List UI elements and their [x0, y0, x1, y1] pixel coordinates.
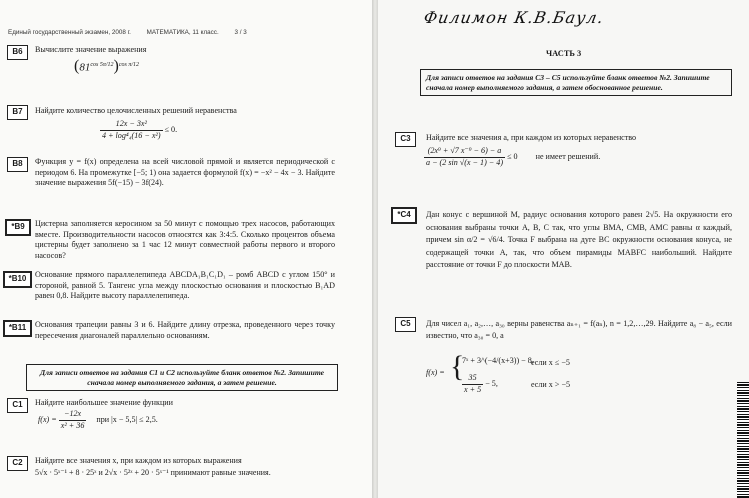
fraction-denominator: x² + 36 — [60, 420, 85, 430]
case-tail: − 5, — [485, 378, 498, 388]
task-text: Найдите все значения a, при каждом из которых неравенство — [426, 133, 637, 142]
task-text: Цистерна заполняется керосином за 50 минут с помощью трех насосов, работающих вместе. Производительности насосов относятся как 3:4:5. Сколько процентов объема цистерны будет заполнено за 1 час 12 минут совместной работы первого и второго насосов? — [35, 219, 335, 260]
c5-condition-2: если x > −5 — [531, 380, 571, 389]
task-text: Основания трапеции равны 3 и 6. Найдите длину отрезка, проведенного через точку пересечения диагоналей параллельно основаниям. — [35, 320, 335, 340]
task-text: Найдите количество целочисленных решений неравенства — [35, 106, 237, 115]
task-label: C1 — [7, 398, 28, 413]
task-text: Найдите наибольшее значение функции — [35, 398, 173, 407]
c3-formula — [424, 146, 600, 168]
task-text: Вычислите значение выражения — [35, 45, 147, 54]
fraction-numerator: −12x — [59, 409, 87, 421]
barcode-image — [737, 382, 749, 498]
task-label: C5 — [395, 317, 416, 332]
task-label: *C4 — [391, 207, 417, 224]
task-label: *B9 — [5, 219, 31, 236]
fraction-numerator: 12x − 3x² — [100, 119, 163, 131]
subject-title: МАТЕМАТИКА, 11 класс. — [146, 29, 219, 36]
c5-case-2 — [462, 373, 498, 395]
task-text: Основание прямого параллелепипеда ABCDA₁B₁C₁D₁ – ромб ABCD с углом 150° и стороной, равной 5. Тангенс угла между плоскостью основания и плоскостью B₁AD равен 0,8. Найдите высоту параллелепипеда. — [35, 270, 335, 301]
fraction-denominator: 4 + log⁴₄(16 − x²) — [102, 130, 161, 140]
instruction-box: Для записи ответов на задания С3 – С5 используйте бланк ответов №2. Запишите сначала номер выполняемого задания, а затем обоснованное решение. — [420, 69, 732, 96]
b7-formula — [100, 119, 177, 141]
task-label: *B11 — [3, 320, 32, 337]
task-label: B6 — [7, 45, 28, 60]
piecewise-brace: { — [450, 350, 465, 383]
handwritten-signature: Филимон К.В.Баул. — [422, 8, 606, 27]
page-header — [8, 29, 261, 36]
fraction-numerator: (2x⁹ + √7 x⁻⁹ − 6) − a — [424, 146, 505, 158]
task-text: Для чисел a₁, a₂,…, a₃₀ верны равенства aₙ₊₁ = f(aₙ), n = 1,2,…,29. Найдите a₈ − a₅, если известно, что a₃₀ = 0, а — [426, 319, 732, 341]
c5-condition-1: если x ≤ −5 — [531, 358, 570, 367]
instruction-box: Для записи ответов на задания С1 и С2 используйте бланк ответов №2. Запишите сначала номер выполняемого задания, а затем решение. — [26, 364, 338, 391]
part-title: ЧАСТЬ 3 — [546, 49, 582, 58]
task-label: B8 — [7, 157, 28, 172]
c5-formula-name: f(x) = — [426, 368, 445, 377]
task-text: Найдите все значения x, при каждом из которых выражения — [35, 456, 242, 465]
c5-case-1: 7ˣ + 3^(−4/(x+3)) − 8, — [462, 356, 534, 365]
task-label: B7 — [7, 105, 28, 120]
relation: ≤ 0. — [164, 124, 178, 134]
fraction-numerator: 35 — [462, 373, 483, 385]
relation: ≤ 0 — [507, 151, 518, 161]
task-text: Дан конус с вершиной M, радиус основания которого равен 2√5. На окружности его основания выбраны точки A, B, C так, что углы BMA, CMB, AMC равны α каждый, причем sin α/2 = √6/4. Точка F выбрана на дуге BC окружности основания конуса, не содержащей точки A, так, что объем пирамиды MABFC наибольший. Найдите расстояние от точки F до плоскости MAB. — [426, 210, 732, 270]
fraction-denominator: a − (2 sin √(x − 1) − 4) — [426, 157, 504, 167]
fraction-denominator: x + 5 — [464, 384, 482, 394]
task-text: Функция y = f(x) определена на всей числовой прямой и является периодической с периодом 6. На промежутке [−5; 1) она задается формулой f(x) = −x² − 4x − 3. Найдите значение выражения 5f(−15) − 3f(24). — [35, 157, 335, 188]
condition: при |x − 5,5| ≤ 2,5. — [96, 414, 158, 424]
left-page — [0, 0, 372, 498]
task-label: C3 — [395, 132, 416, 147]
c3-tail: не имеет решений. — [535, 151, 601, 161]
exam-title: Единый государственный экзамен, 2008 г. — [8, 29, 131, 36]
c1-formula — [38, 409, 158, 431]
task-label: *B10 — [3, 271, 32, 288]
task-label: C2 — [7, 456, 28, 471]
b6-formula: $(81^{cos 5\pi/12})^{cos \pi/12}$ — [74, 57, 139, 75]
function-name: f(x) = — [38, 414, 57, 424]
c2-formula: 5√x · 5ˣ⁻¹ + 8 · 25ˣ и 2√x · 5²ˣ + 20 · 5ˣ⁻¹ принимают равные значения. — [35, 468, 271, 477]
right-page — [378, 0, 749, 498]
page-number: 3 / 3 — [234, 29, 247, 36]
